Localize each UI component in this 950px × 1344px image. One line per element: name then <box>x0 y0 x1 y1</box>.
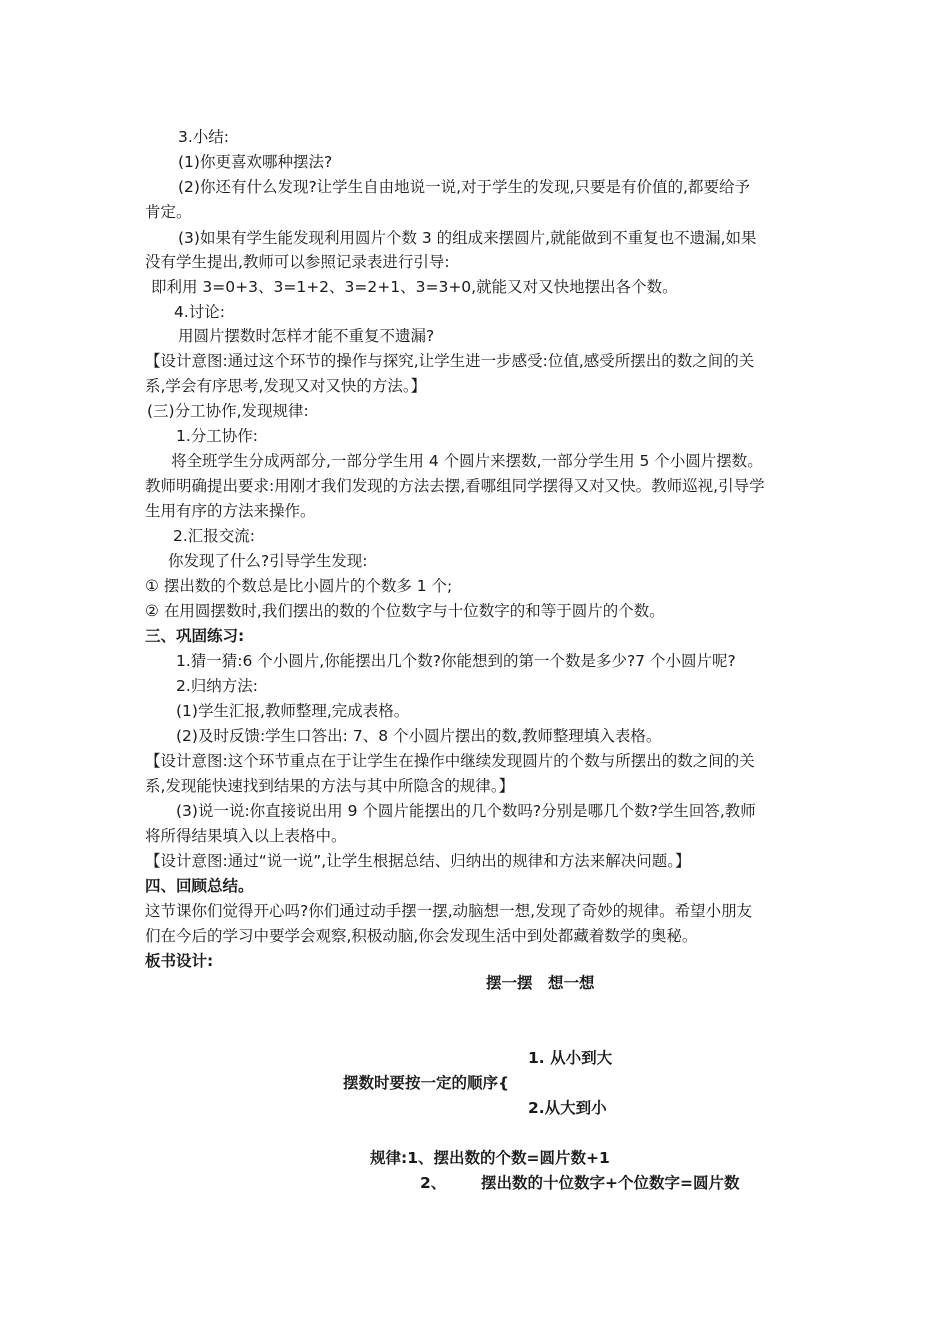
design-intent-note: 【设计意图:这个环节重点在于让学生在操作中继续发现圆片的个数与所摆出的数之间的关 <box>145 752 755 770</box>
text-line: (1)学生汇报,教师整理,完成表格。 <box>176 702 410 720</box>
text-line: (3)如果有学生能发现利用圆片个数 3 的组成来摆圆片,就能做到不重复也不遗漏,如果 <box>178 229 757 247</box>
text-line: 生用有序的方法来操作。 <box>145 502 316 520</box>
board-title: 摆一摆 想一想 <box>486 974 595 992</box>
text-line: 们在今后的学习中要学会观察,积极动脑,你会发现生活中到处都藏着数学的奥秘。 <box>145 927 698 945</box>
text-line: 这节课你们觉得开心吗?你们通过动手摆一摆,动脑想一想,发现了奇妙的规律。希望小朋友 <box>145 902 753 920</box>
board-order-label: 摆数时要按一定的顺序{ <box>343 1074 510 1092</box>
text-line: ① 摆出数的个数总是比小圆片的个数多 1 个; <box>145 577 453 595</box>
section-heading: 三、巩固练习: <box>145 627 245 645</box>
text-line: 肯定。 <box>145 203 192 221</box>
text-line: 2.归纳方法: <box>176 677 259 695</box>
text-line: 即利用 3=0+3、3=1+2、3=2+1、3=3+0,就能又对又快地摆出各个数。 <box>151 278 678 296</box>
board-order-2: 2.从大到小 <box>528 1099 607 1117</box>
text-line: 3.小结: <box>178 128 230 146</box>
board-rule-2-number: 2、 <box>420 1174 447 1192</box>
text-line: (3)说一说:你直接说出用 9 个圆片能摆出的几个数吗?分别是哪几个数?学生回答,教师 <box>176 802 756 820</box>
board-order-1: 1. 从小到大 <box>528 1049 613 1067</box>
design-intent-note: 【设计意图:通过“说一说”,让学生根据总结、归纳出的规律和方法来解决问题。】 <box>145 852 691 870</box>
board-rule-1: 规律:1、摆出数的个数=圆片数+1 <box>370 1149 610 1167</box>
text-line: (1)你更喜欢哪种摆法? <box>178 153 333 171</box>
text-line: 1.猜一猜:6 个小圆片,你能摆出几个数?你能想到的第一个数是多少?7 个小圆片呢? <box>176 652 736 670</box>
text-line: 2.汇报交流: <box>173 527 256 545</box>
text-line: 没有学生提出,教师可以参照记录表进行引导: <box>145 253 450 271</box>
text-line: 将全班学生分成两部分,一部分学生用 4 个圆片来摆数,一部分学生用 5 个小圆片摆数。 <box>171 452 763 470</box>
text-line: 4.讨论: <box>174 303 226 321</box>
text-line: 1.分工协作: <box>176 427 259 445</box>
text-line: 系,发现能快速找到结果的方法与其中所隐含的规律。】 <box>145 777 515 795</box>
board-design-heading: 板书设计: <box>145 952 214 970</box>
section-heading: (三)分工协作,发现规律: <box>147 402 309 420</box>
section-heading: 四、回顾总结。 <box>145 877 254 895</box>
design-intent-note: 【设计意图:通过这个环节的操作与探究,让学生进一步感受:位值,感受所摆出的数之间的关 <box>145 352 755 370</box>
text-line: 用圆片摆数时怎样才能不重复不遗漏? <box>178 327 435 345</box>
text-line: 教师明确提出要求:用刚才我们发现的方法去摆,看哪组同学摆得又对又快。教师巡视,引导学 <box>145 477 765 495</box>
board-rule-2-text: 摆出数的十位数字+个位数字=圆片数 <box>481 1174 740 1192</box>
text-line: 系,学会有序思考,发现又对又快的方法。】 <box>145 377 427 395</box>
text-line: 你发现了什么?引导学生发现: <box>168 552 368 570</box>
text-line: (2)你还有什么发现?让学生自由地说一说,对于学生的发现,只要是有价值的,都要给予 <box>178 178 750 196</box>
text-line: (2)及时反馈:学生口答出: 7、8 个小圆片摆出的数,教师整理填入表格。 <box>176 727 662 745</box>
text-line: ② 在用圆摆数时,我们摆出的数的个位数字与十位数字的和等于圆片的个数。 <box>145 602 665 620</box>
text-line: 将所得结果填入以上表格中。 <box>145 827 347 845</box>
